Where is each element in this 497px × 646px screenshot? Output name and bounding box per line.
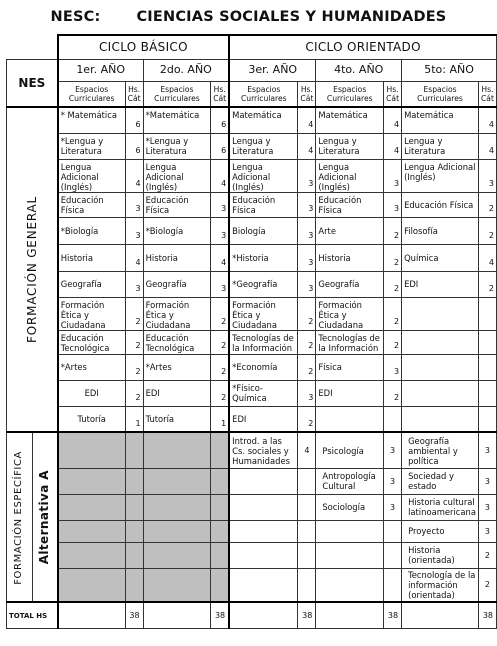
hours-cell: 4 [298, 107, 316, 133]
subject-cell: Lengua Adicional (Inglés) [402, 159, 479, 192]
subject-cell: *Historia [229, 244, 298, 271]
total-spacer [402, 602, 479, 628]
hours-cell: 2 [298, 297, 316, 330]
subject-cell: Historia [316, 244, 384, 271]
hours-cell: 3 [384, 468, 402, 494]
hours-cell: 2 [384, 217, 402, 244]
hours-cell [298, 542, 316, 568]
total-hours: 38 [298, 602, 316, 628]
table-row [7, 217, 497, 244]
subject-cell [229, 520, 298, 542]
hours-cell: 2 [384, 244, 402, 271]
empty-gray-cell [143, 542, 211, 568]
subject-cell: Educación Física [402, 192, 479, 217]
empty-gray-cell [125, 568, 143, 602]
hours-cell: 6 [125, 133, 143, 159]
subject-cell [229, 542, 298, 568]
empty-gray-cell [143, 520, 211, 542]
empty-gray-cell [211, 568, 229, 602]
hours-cell: 6 [211, 133, 229, 159]
subject-cell: Tecnologías de la Información [316, 330, 384, 354]
hours-cell: 2 [478, 271, 496, 297]
subject-cell: Geografía [316, 271, 384, 297]
ciclo-basico-header: CICLO BÁSICO [58, 35, 229, 59]
empty-gray-cell [125, 520, 143, 542]
subject-cell: *Geografía [229, 271, 298, 297]
table-row [7, 192, 497, 217]
section-alternativa [32, 432, 58, 602]
empty-gray-cell [211, 432, 229, 468]
year-header-row [7, 59, 497, 81]
subject-cell: *Biología [58, 217, 125, 244]
subject-cell: *Artes [143, 354, 211, 380]
subject-cell: Formación Ética y Ciudadana [58, 297, 125, 330]
subject-cell: EDI [58, 380, 125, 406]
subject-cell [402, 406, 479, 432]
empty-gray-cell [58, 432, 125, 468]
subject-cell: EDI [402, 271, 479, 297]
hours-cell: 2 [384, 271, 402, 297]
table-row [7, 159, 497, 192]
subject-cell: Historia [58, 244, 125, 271]
hours-cell: 3 [125, 217, 143, 244]
cycle-header-row [7, 35, 497, 59]
subject-cell [402, 330, 479, 354]
subject-cell: Geografía [143, 271, 211, 297]
empty-gray-cell [143, 494, 211, 520]
empty-gray-cell [211, 542, 229, 568]
total-hours: 38 [478, 602, 496, 628]
subject-cell [316, 568, 384, 602]
hours-cell: 1 [125, 406, 143, 432]
total-hours: 38 [211, 602, 229, 628]
total-hours: 38 [384, 602, 402, 628]
hours-cell [384, 520, 402, 542]
hours-cell: 4 [211, 159, 229, 192]
subject-cell [402, 380, 479, 406]
ciclo-orientado-header: CICLO ORIENTADO [229, 35, 496, 59]
hours-cell [478, 380, 496, 406]
hours-cell: 4 [298, 133, 316, 159]
subject-cell: *Artes [58, 354, 125, 380]
hours-cell: 3 [384, 432, 402, 468]
total-label: TOTAL HS [7, 602, 58, 628]
hours-cell [384, 406, 402, 432]
empty-gray-cell [211, 494, 229, 520]
table-row [7, 297, 497, 330]
table-row [7, 542, 497, 568]
table-row [7, 568, 497, 602]
total-spacer [58, 602, 125, 628]
hours-cell [478, 354, 496, 380]
hours-cell: 2 [125, 354, 143, 380]
empty-gray-cell [58, 468, 125, 494]
subject-cell [316, 406, 384, 432]
subject-cell: Biología [229, 217, 298, 244]
hours-cell: 3 [478, 494, 496, 520]
col-header-subject: Espacios Curriculares [316, 81, 384, 107]
table-row [7, 133, 497, 159]
subject-cell: Geografía [58, 271, 125, 297]
hours-cell: 3 [298, 159, 316, 192]
col-header-hours: Hs. Cát [384, 81, 402, 107]
hours-cell [478, 330, 496, 354]
subject-cell: Educación Física [143, 192, 211, 217]
empty-gray-cell [58, 568, 125, 602]
subject-cell: Matemática [316, 107, 384, 133]
subject-cell: Matemática [229, 107, 298, 133]
hours-cell: 2 [478, 568, 496, 602]
col-header-hours: Hs. Cát [211, 81, 229, 107]
year-header-3: 3er. AÑO [229, 59, 316, 81]
hours-cell: 3 [298, 217, 316, 244]
table-row [7, 244, 497, 271]
hours-cell [478, 297, 496, 330]
hours-cell: 3 [211, 271, 229, 297]
subject-cell: Tecnologías de la Información [229, 330, 298, 354]
col-header-subject: Espacios Curriculares [402, 81, 479, 107]
table-row [7, 406, 497, 432]
hours-cell: 3 [125, 271, 143, 297]
hours-cell: 2 [211, 330, 229, 354]
hours-cell: 2 [125, 380, 143, 406]
subject-cell: Tutoría [58, 406, 125, 432]
col-header-hours: Hs. Cát [298, 81, 316, 107]
table-row [7, 468, 497, 494]
title-main: CIENCIAS SOCIALES Y HUMANIDADES [136, 9, 447, 25]
hours-cell: 2 [298, 406, 316, 432]
hours-cell: 6 [125, 107, 143, 133]
empty-gray-cell [143, 432, 211, 468]
hours-cell: 4 [384, 107, 402, 133]
subject-cell: Antropología Cultural [316, 468, 384, 494]
empty-gray-cell [58, 520, 125, 542]
hours-cell [298, 494, 316, 520]
hours-cell: 4 [384, 133, 402, 159]
section-label: FORMACIÓN ESPECÍFICA [13, 450, 25, 585]
table-row [7, 354, 497, 380]
subject-cell: Lengua Adicional (Inglés) [143, 159, 211, 192]
hours-cell: 3 [384, 494, 402, 520]
subject-cell [229, 468, 298, 494]
curriculum-table [6, 34, 497, 629]
subject-cell: Educación Física [229, 192, 298, 217]
empty-gray-cell [58, 494, 125, 520]
nes-label: NES [7, 59, 58, 107]
hours-cell: 2 [298, 354, 316, 380]
total-spacer [229, 602, 298, 628]
hours-cell [298, 568, 316, 602]
subject-cell: Matemática [402, 107, 479, 133]
column-header-row [7, 81, 497, 107]
hours-cell [384, 542, 402, 568]
subject-cell: *Economía [229, 354, 298, 380]
subject-cell: EDI [143, 380, 211, 406]
subject-cell: Arte [316, 217, 384, 244]
empty-gray-cell [125, 432, 143, 468]
hours-cell: 3 [298, 380, 316, 406]
subject-cell: Lengua Adicional (Inglés) [58, 159, 125, 192]
total-hours: 38 [125, 602, 143, 628]
hours-cell: 6 [211, 107, 229, 133]
empty-gray-cell [125, 468, 143, 494]
hours-cell: 3 [478, 159, 496, 192]
table-row [7, 330, 497, 354]
hours-cell: 3 [478, 468, 496, 494]
hours-cell: 4 [478, 107, 496, 133]
title-prefix: NESC: [50, 9, 101, 25]
section-label: FORMACIÓN GENERAL [24, 196, 39, 344]
hours-cell: 2 [211, 354, 229, 380]
subject-cell: Formación Ética y Ciudadana [316, 297, 384, 330]
total-spacer [316, 602, 384, 628]
col-header-subject: Espacios Curriculares [143, 81, 211, 107]
section-formacion-general [7, 107, 58, 432]
hours-cell: 1 [211, 406, 229, 432]
subject-cell: Educación Tecnológica [58, 330, 125, 354]
subject-cell: Historia cultural latinoamericana [402, 494, 479, 520]
col-header-hours: Hs. Cát [125, 81, 143, 107]
empty-gray-cell [211, 520, 229, 542]
hours-cell: 2 [384, 297, 402, 330]
hours-cell: 2 [125, 297, 143, 330]
hours-cell: 2 [211, 380, 229, 406]
hours-cell: 3 [384, 159, 402, 192]
subject-cell: Química [402, 244, 479, 271]
subject-cell: Física [316, 354, 384, 380]
subject-cell: Formación Ética y Ciudadana [143, 297, 211, 330]
subject-cell [229, 568, 298, 602]
hours-cell: 2 [298, 330, 316, 354]
subject-cell [316, 520, 384, 542]
subject-cell: *Lengua y Literatura [143, 133, 211, 159]
total-spacer [143, 602, 211, 628]
hours-cell: 4 [125, 244, 143, 271]
table-row [7, 271, 497, 297]
total-row [7, 602, 497, 628]
hours-cell: 2 [125, 330, 143, 354]
year-header-1: 1er. AÑO [58, 59, 143, 81]
hours-cell: 2 [384, 380, 402, 406]
subject-cell: Educación Física [58, 192, 125, 217]
subject-cell: Introd. a las Cs. sociales y Humanidades [229, 432, 298, 468]
subject-cell: Formación Ética y Ciudadana [229, 297, 298, 330]
subject-cell: Lengua Adicional (Inglés) [316, 159, 384, 192]
subject-cell: Sociología [316, 494, 384, 520]
year-header-4: 4to. AÑO [316, 59, 402, 81]
hours-cell [298, 520, 316, 542]
subject-cell: Lengua Adicional (Inglés) [229, 159, 298, 192]
hours-cell: 3 [384, 192, 402, 217]
table-row [7, 494, 497, 520]
col-header-subject: Espacios Curriculares [58, 81, 125, 107]
subject-cell: Filosofía [402, 217, 479, 244]
year-header-5: 5to: AÑO [402, 59, 497, 81]
table-row [7, 432, 497, 468]
hours-cell: 2 [211, 297, 229, 330]
hours-cell [384, 568, 402, 602]
hours-cell: 3 [211, 192, 229, 217]
subject-cell [402, 354, 479, 380]
table-row [7, 380, 497, 406]
hours-cell: 3 [211, 217, 229, 244]
subject-cell: Lengua y Literatura [402, 133, 479, 159]
subject-cell: Educación Física [316, 192, 384, 217]
col-header-hours: Hs. Cát [478, 81, 496, 107]
hours-cell: 3 [478, 432, 496, 468]
subject-cell: Tecnología de la información (orientada) [402, 568, 479, 602]
empty-gray-cell [211, 468, 229, 494]
alternativa-label: Alternativa A [37, 470, 52, 565]
subject-cell [229, 494, 298, 520]
subject-cell [316, 542, 384, 568]
subject-cell: Historia [143, 244, 211, 271]
table-row [7, 520, 497, 542]
hours-cell [478, 406, 496, 432]
document-title [0, 6, 497, 28]
section-formacion-especifica [7, 432, 33, 602]
subject-cell: EDI [229, 406, 298, 432]
hours-cell: 4 [211, 244, 229, 271]
subject-cell: *Matemática [143, 107, 211, 133]
subject-cell: Psicología [316, 432, 384, 468]
hours-cell: 2 [478, 217, 496, 244]
subject-cell: Tutoría [143, 406, 211, 432]
hours-cell: 3 [478, 520, 496, 542]
hours-cell: 3 [298, 192, 316, 217]
hours-cell: 2 [478, 192, 496, 217]
hours-cell: 3 [298, 271, 316, 297]
col-header-subject: Espacios Curriculares [229, 81, 298, 107]
subject-cell [402, 297, 479, 330]
subject-cell: *Físico-Química [229, 380, 298, 406]
empty-gray-cell [125, 542, 143, 568]
hours-cell: 3 [125, 192, 143, 217]
subject-cell: EDI [316, 380, 384, 406]
hours-cell: 4 [478, 244, 496, 271]
table-row [7, 107, 497, 133]
subject-cell: * Matemática [58, 107, 125, 133]
subject-cell: Lengua y Literatura [229, 133, 298, 159]
hours-cell [298, 468, 316, 494]
hours-cell: 2 [384, 330, 402, 354]
year-header-2: 2do. AÑO [143, 59, 229, 81]
hours-cell: 4 [478, 133, 496, 159]
hours-cell: 3 [384, 354, 402, 380]
hours-cell: 3 [298, 244, 316, 271]
subject-cell: Educación Tecnológica [143, 330, 211, 354]
subject-cell: *Biología [143, 217, 211, 244]
subject-cell: Lengua y Literatura [316, 133, 384, 159]
empty-gray-cell [143, 468, 211, 494]
subject-cell: Sociedad y estado [402, 468, 479, 494]
hours-cell: 2 [478, 542, 496, 568]
hours-cell: 4 [298, 432, 316, 468]
subject-cell: *Lengua y Literatura [58, 133, 125, 159]
empty-gray-cell [143, 568, 211, 602]
empty-gray-cell [125, 494, 143, 520]
subject-cell: Geografía ambiental y política [402, 432, 479, 468]
subject-cell: Historia (orientada) [402, 542, 479, 568]
hours-cell: 4 [125, 159, 143, 192]
subject-cell: Proyecto [402, 520, 479, 542]
empty-gray-cell [58, 542, 125, 568]
